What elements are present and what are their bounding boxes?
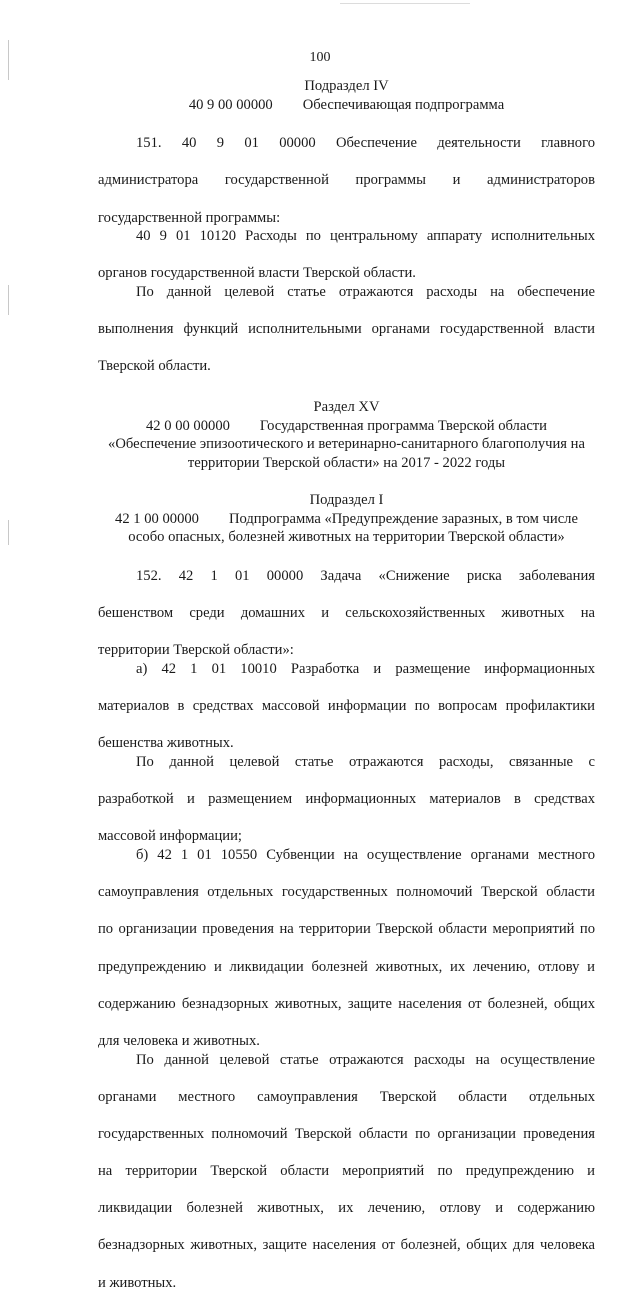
item-152-a-description-line: По данной целевой статье отражаются расходы, связанные с (136, 754, 595, 770)
document-body (98, 77, 595, 1292)
subsection-iv-title: Обеспечивающая подпрограмма (302, 96, 505, 113)
section-xv-title-line: территории Тверской области» на 2017 - 2022 годы (187, 454, 506, 471)
subsection-iv-title-line (98, 96, 595, 115)
item-152-a-description-line: разработкой и размещением информационных материалов в средствах (98, 791, 595, 808)
item-151-subitem-line: 40 9 01 10120 Расходы по центральному аппарату исполнительных (136, 228, 595, 245)
section-xv (98, 398, 595, 472)
item-151-description-line: По данной целевой статье отражаются расходы на обеспечение (136, 283, 595, 300)
scan-artifact-left-2 (8, 285, 9, 315)
item-152-b-line: содержанию безнадзорных животных, защите населения от болезней, общих (98, 995, 595, 1012)
item-152-b-description-line: безнадзорных животных, защите населения от болезней, общих для человека (98, 1237, 595, 1254)
item-152-b-line: б) 42 1 01 10550 Субвенции на осуществление органами местного (136, 846, 595, 863)
subsection-i (98, 491, 595, 547)
section-xv-title-line (98, 417, 595, 436)
item-152-a-line: бешенства животных. (98, 735, 234, 752)
subsection-i-heading: Подраздел I (309, 492, 384, 509)
subsection-i-title-line (98, 510, 595, 529)
scan-artifact-top (340, 3, 470, 4)
subsection-i-title: Подпрограмма «Предупреждение заразных, в том числе (228, 510, 578, 527)
item-152-b-line: для человека и животных. (98, 1032, 260, 1049)
page-number: 100 (309, 50, 331, 65)
item-152-line: 152. 42 1 01 00000 Задача «Снижение риска заболевания (136, 568, 595, 585)
section-xv-heading: Раздел XV (313, 398, 380, 415)
item-152-b-description-line: По данной целевой статье отражаются расходы на осуществление (136, 1051, 595, 1068)
item-151-description-line: выполнения функций исполнительными органами государственной власти (98, 321, 595, 338)
item-152-b-description-line: ликвидации болезней животных, их лечению, отлову и содержанию (98, 1200, 595, 1217)
section-xv-title: Государственная программа Тверской области (259, 417, 547, 434)
item-152-a-description-line: массовой информации; (98, 828, 242, 845)
item-152-b-description-line: органами местного самоуправления Тверской области отдельных (98, 1088, 595, 1105)
item-152-b-description-line: государственных полномочий Тверской области по организации проведения (98, 1125, 595, 1142)
item-152-line: бешенством среди домашних и сельскохозяйственных животных на (98, 605, 595, 622)
item-152-b-line: самоуправления отдельных государственных полномочий Тверской области (98, 884, 595, 901)
item-152 (98, 567, 595, 1292)
section-xv-title-line: «Обеспечение эпизоотического и ветеринарно-санитарного благополучия на (108, 436, 585, 453)
item-152-b-description-line: и животных. (98, 1274, 177, 1291)
item-151-line: государственной программы: (98, 209, 281, 226)
item-151-line: 151. 40 9 01 00000 Обеспечение деятельности главного (136, 135, 595, 152)
section-xv-code: 42 0 00 00000 (146, 417, 230, 434)
item-152-b-line: по организации проведения на территории Тверской области мероприятий по (98, 921, 595, 938)
scan-artifact-left-3 (8, 520, 9, 545)
item-152-b-line: предупреждению и ликвидации болезней животных, их лечению, отлову и (98, 958, 595, 975)
item-151-subitem-line: органов государственной власти Тверской области. (98, 265, 416, 282)
item-151 (98, 134, 595, 376)
item-151-line: администратора государственной программы и администраторов (98, 172, 595, 189)
item-152-line: территории Тверской области»: (98, 642, 294, 659)
subsection-i-code: 42 1 00 00000 (115, 510, 199, 527)
subsection-iv-heading: Подраздел IV (304, 78, 389, 94)
subsection-i-title-line: особо опасных, болезней животных на территории Тверской области» (128, 529, 565, 546)
item-152-a-line: материалов в средствах массовой информации по вопросам профилактики (98, 698, 595, 715)
item-152-b-description-line: на территории Тверской области мероприятий по предупреждению и (98, 1163, 595, 1180)
subsection-iv-code: 40 9 00 00000 (188, 96, 273, 113)
item-151-description-line: Тверской области. (98, 358, 211, 375)
item-152-a-line: а) 42 1 01 10010 Разработка и размещение информационных (136, 661, 595, 678)
